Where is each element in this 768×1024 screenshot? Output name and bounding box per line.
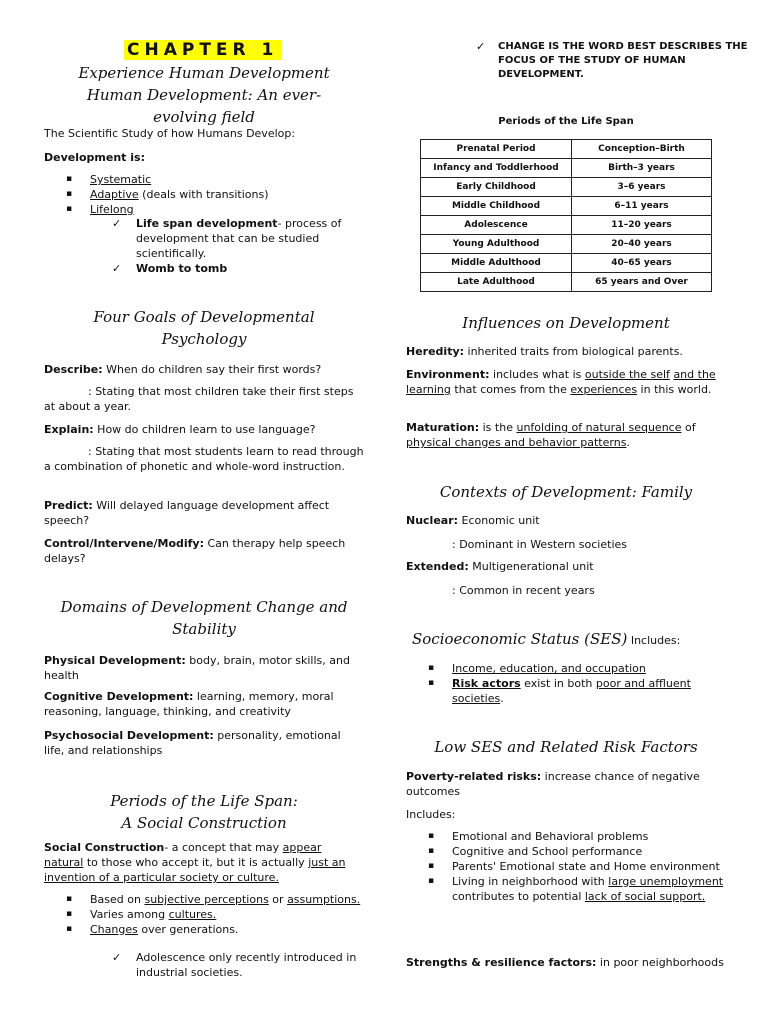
age-range-cell: 65 years and Over [572,273,712,292]
change-note: ✓ CHANGE IS THE WORD BEST DESCRIBES THE FOCUS OF THE STUDY OF HUMAN DEVELOPMENT. [498,40,748,82]
strengths-resilience: Strengths & resilience factors: in poor neighborhoods [406,956,724,969]
period-name-cell: Late Adulthood [421,273,572,292]
period-name-cell: Adolescence [421,216,572,235]
age-range-cell: 40–65 years [572,254,712,273]
doc-title-3: evolving field [153,108,255,126]
table-row [421,197,712,216]
maturation: Maturation: is the unfolding of natural sequence of physical changes and behavior patterns. [406,421,696,449]
table-row [421,235,712,254]
physical-development: Physical Development: body, brain, motor skills, and health [44,654,350,682]
low-ses-heading: Low SES and Related Risk Factors [434,738,698,756]
table-row [421,159,712,178]
list-item: ✓ Womb to tomb [44,261,364,276]
domains-heading-1: Domains of Development Change and [60,598,348,616]
doc-title-2: Human Development: An ever- [86,86,322,104]
list-item: ▪ Living in neighborhood with large unemployment contributes to potential lack of social support. [406,874,726,904]
list-item: ▪ Adaptive (deals with transitions) [44,187,364,202]
development-is-label: Development is: [44,151,145,164]
ses-list [406,661,726,706]
age-range-cell: 20–40 years [572,235,712,254]
list-item: ▪ Lifelong [44,202,364,217]
extended-note: : Common in recent years [452,584,595,597]
age-range-cell: Birth–3 years [572,159,712,178]
table-row [421,140,712,159]
period-name-cell: Middle Adulthood [421,254,572,273]
period-name-cell: Infancy and Toddlerhood [421,159,572,178]
explain-answer: : Stating that most students learn to read through a combination of phonetic and whole-word instruction. [44,445,364,473]
table-title: Periods of the Life Span [498,116,634,127]
nuclear-note: : Dominant in Western societies [452,538,628,551]
age-range-cell: 6–11 years [572,197,712,216]
table-row [421,216,712,235]
table-row [421,254,712,273]
list-item: ▪ Based on subjective perceptions or assumptions. [44,892,364,907]
life-span-table [420,139,712,292]
period-name-cell: Young Adulthood [421,235,572,254]
adolescence-list [44,950,364,980]
psychosocial-development: Psychosocial Development: personality, emotional life, and relationships [44,729,341,757]
table-row [421,273,712,292]
poverty-risks: Poverty-related risks: increase chance of negative outcomes [406,770,700,798]
list-item: ▪ Income, education, and occupation [406,661,726,676]
predict-question: Predict: Will delayed language development affect speech? [44,499,330,527]
list-item: ✓ Life span development- process of development that can be studied scientifically. [44,216,364,261]
list-item: ▪ Varies among cultures. [44,907,364,922]
list-item: ▪ Systematic [44,172,364,187]
cognitive-development: Cognitive Development: learning, memory, moral reasoning, language, thinking, and creativity [44,690,334,718]
period-name-cell: Prenatal Period [421,140,572,159]
social-construction-list [44,892,364,937]
goals-heading-2: Psychology [161,330,247,348]
influences-heading: Influences on Development [462,314,670,332]
development-list [44,172,364,217]
periods-heading-1: Periods of the Life Span: [110,792,298,810]
heredity: Heredity: inherited traits from biological parents. [406,345,683,358]
age-range-cell: 3–6 years [572,178,712,197]
age-range-cell: 11–20 years [572,216,712,235]
nuclear: Nuclear: Economic unit [406,514,540,527]
period-name-cell: Middle Childhood [421,197,572,216]
doc-title-1: Experience Human Development [78,64,330,82]
extended: Extended: Multigenerational unit [406,560,594,573]
domains-heading-2: Stability [172,620,236,638]
list-item: ✓ Adolescence only recently introduced in industrial societies. [44,950,364,980]
lifespan-list [44,216,364,276]
table-row [421,178,712,197]
risk-list [406,829,726,904]
age-range-cell: Conception–Birth [572,140,712,159]
ses-heading: Socioeconomic Status (SES) Includes: [412,630,681,648]
list-item: ▪ Parents' Emotional state and Home environment [406,859,726,874]
intro-text: The Scientific Study of how Humans Develop: [44,127,296,140]
chapter-title: CHAPTER 1 [124,40,281,60]
control-question: Control/Intervene/Modify: Can therapy help speech delays? [44,537,346,565]
period-name-cell: Early Childhood [421,178,572,197]
contexts-heading: Contexts of Development: Family [439,483,693,501]
goals-heading-1: Four Goals of Developmental [93,308,315,326]
social-construction: Social Construction- a concept that may appear natural to those who accept it, but it is actually just an invention of a particular society or culture. [44,841,346,884]
periods-heading-2: A Social Construction [121,814,287,832]
describe-question: Describe: When do children say their first words? [44,363,322,376]
list-item: ▪ Cognitive and School performance [406,844,726,859]
list-item: ▪ Risk actors exist in both poor and affluent societies. [406,676,726,706]
explain-question: Explain: How do children learn to use language? [44,423,316,436]
includes-label: Includes: [406,808,456,821]
list-item: ▪ Changes over generations. [44,922,364,937]
list-item: ▪ Emotional and Behavioral problems [406,829,726,844]
describe-answer: : Stating that most children take their first steps at about a year. [44,385,354,413]
environment: Environment: includes what is outside the self and the learning that comes from the experiences in this world. [406,368,716,396]
